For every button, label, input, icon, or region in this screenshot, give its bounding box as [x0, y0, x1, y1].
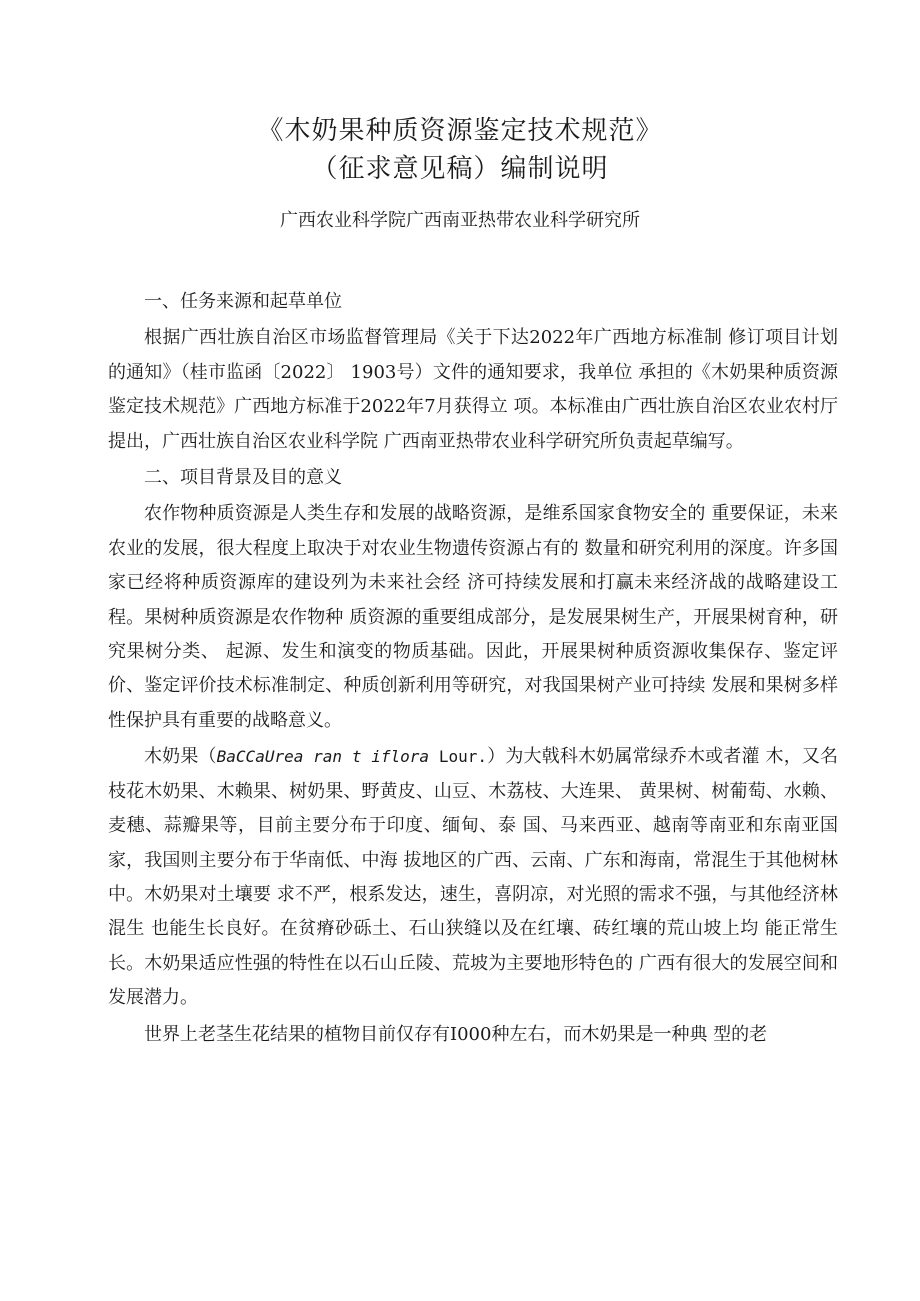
latin-name — [217, 747, 487, 766]
latin-species: t iflora — [351, 747, 430, 767]
paragraph-cauliflory: 世界上老茎生花结果的植物目前仅存有I000种左右，而木奶果是一种典 型的老 — [144, 1023, 768, 1045]
baccaurea-lead: 木奶果（ — [144, 746, 217, 768]
paragraph-background: 农作物种质资源是人类生存和发展的战略资源，是维系国家食物安全的 重要保证，未来农业的发展，很大程度上取决于对农业生物遗传资源占有的 数量和研究利用的深度。许多国家已经将种质资源库的建设列为未来社会经 济可持续发展和打赢未来经济战的战略建设工程。果树种质资源是农作物种 质资源的重要组成部分，是发展果树生产，开展果树育种，研究果树分类、 起源、发生和演变的物质基础。因此，开展果树种质资源收集保存、鉴定评 价、鉴定评价技术标准制定、种质创新利用等研究，对我国果树产业可持续 发展和果树多样性保护具有重要的战略意义。 — [108, 503, 838, 731]
latin-genus: BaCCaUrea ran — [216, 747, 352, 767]
latin-author: Lour. — [429, 747, 488, 767]
document-title-line2: （征求意见稿）编制说明 — [311, 154, 609, 184]
document-title-line1: 《木奶果种质资源鉴定技术规范》 — [257, 116, 663, 146]
paragraph-task-source: 根据广西壮族自治区市场监督管理局《关于下达2022年广西地方标准制 修订项目计划的通知》（桂市监函〔2022〕 1903号）文件的通知要求，我单位 承担的《木奶果种质资源鉴定技术规范》广西地方标准于2022年7月获得立 项。本标准由广西壮族自治区农业农村厅提出，广西壮族自治区农业科学院 广西南亚热带农业科学研究所负责起草编写。 — [108, 327, 838, 452]
document-author: 广西农业科学院广西南亚热带农业科学研究所 — [280, 210, 640, 231]
section-heading-2: 二、项目背景及目的意义 — [144, 467, 342, 489]
section-heading-1: 一、任务来源和起草单位 — [144, 291, 342, 312]
baccaurea-rest: ）为大戟科木奶属常绿乔木或者灌 木，又名枝花木奶果、木赖果、树奶果、野黄皮、山豆、木荔枝、大连果、 黄果树、树葡萄、水赖、麦穗、蒜瓣果等，目前主要分布于印度、缅甸、泰 国、马来西亚、越南等南亚和东南亚国家，我国则主要分布于华南低、中海 拔地区的广西、云南、广东和海南，常混生于其他树林中。木奶果对土壤要 求不严，根系发达，速生，喜阴凉，对光照的需求不强，与其他经济林混生 也能生长良好。在贫瘠砂砾土、石山狭缝以及在红壤、砖红壤的荒山坡上均 能正常生长。木奶果适应性强的特性在以石山丘陵、荒坡为主要地形特色的 广西有很大的发展空间和发展潜力。 — [108, 746, 839, 1009]
paragraph-baccaurea — [108, 740, 838, 1015]
document-body — [108, 285, 838, 1052]
